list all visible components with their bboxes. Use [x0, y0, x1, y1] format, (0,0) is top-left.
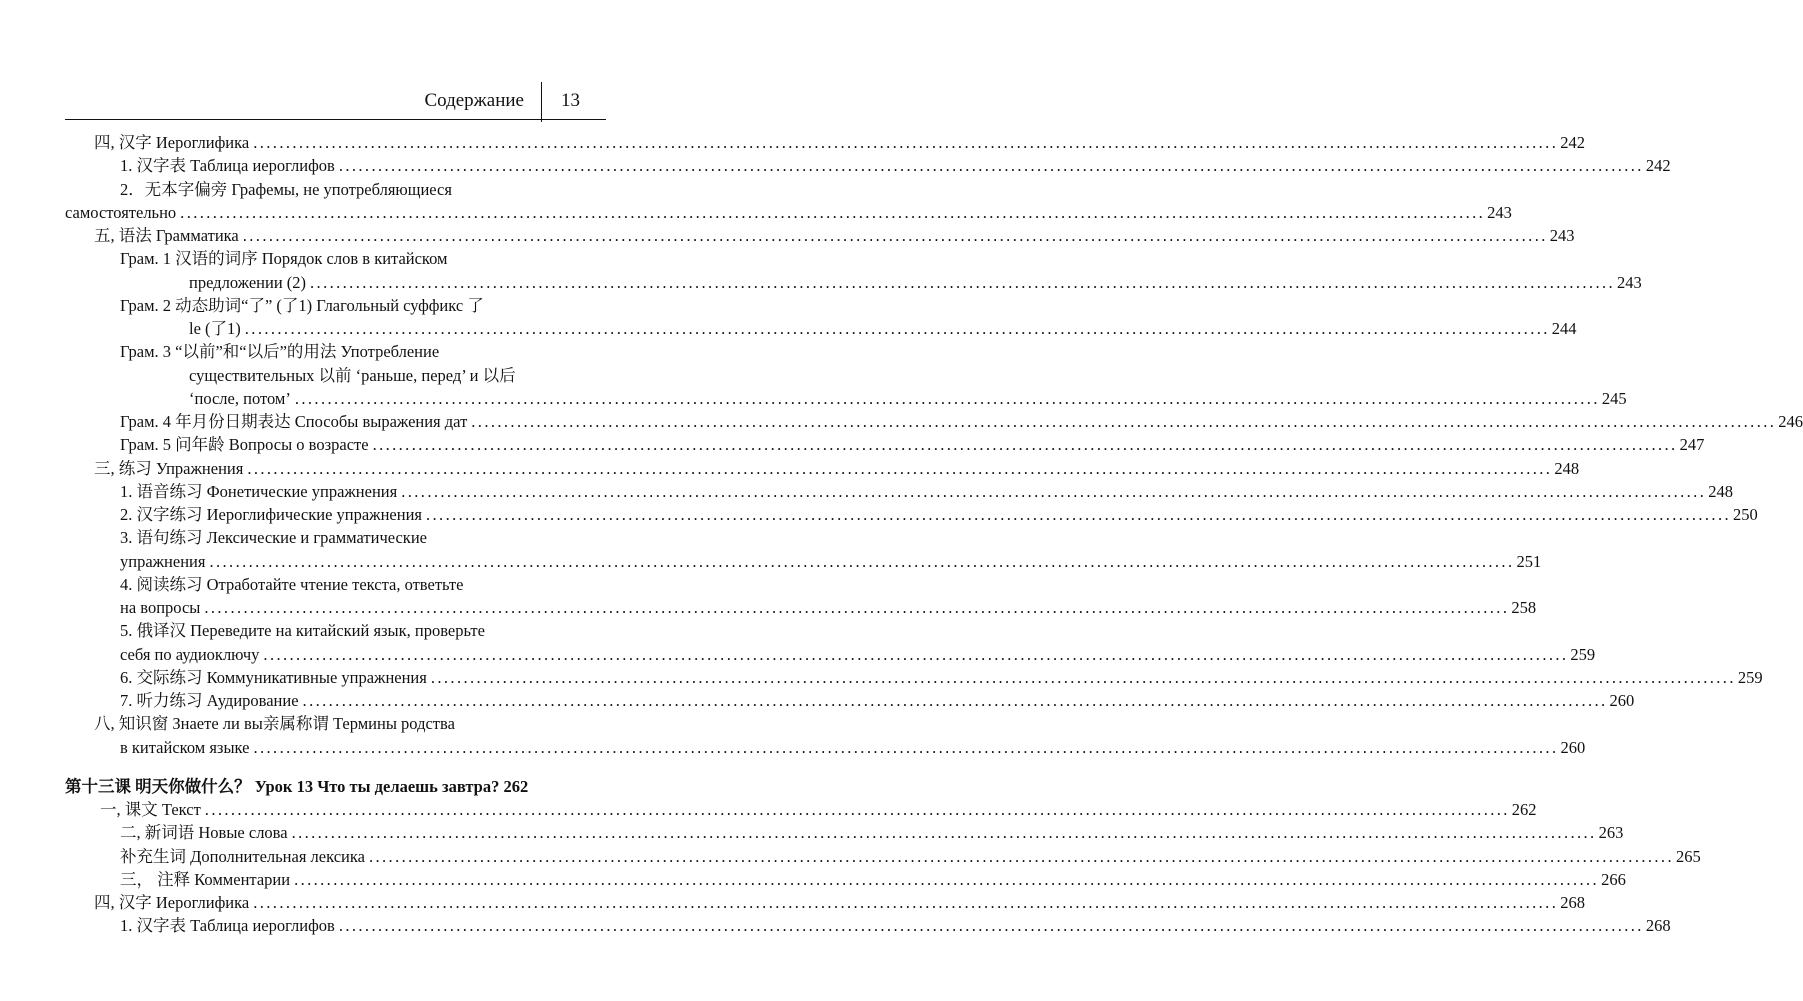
toc-page-number: 243	[1549, 226, 1575, 245]
toc-line	[0, 712, 684, 735]
toc-entry-text: Грам. 1 汉语的词序 Порядок слов в китайском	[120, 249, 448, 269]
toc-line	[0, 224, 1575, 247]
toc-page-number: 247	[1679, 435, 1705, 455]
toc-line	[0, 643, 1596, 666]
dot-leader: ........................................................................................................................................................................................................	[253, 737, 1559, 757]
toc-line	[0, 736, 1586, 759]
dot-leader: ........................................................................................................................................................................................................	[294, 388, 1600, 408]
toc-page-number: 260	[1560, 737, 1586, 757]
dot-leader: ........................................................................................................................................................................................................	[338, 916, 1644, 936]
toc-line	[0, 503, 1758, 526]
toc-entry-text: 1. 汉字表 Таблица иероглифов	[120, 916, 335, 936]
toc-page-number: 242	[1560, 133, 1585, 152]
toc-page-number: 268	[1560, 893, 1585, 912]
dot-leader: ........................................................................................................................................................................................................	[430, 667, 1736, 687]
toc-entry-text: Грам. 3 “以前”和“以后”的用法 Употребление	[120, 342, 440, 362]
toc-entry-text: 五, 语法 Грамматика	[94, 226, 239, 245]
toc-page-number: 266	[1601, 869, 1626, 889]
toc-page-number: 245	[1601, 388, 1627, 408]
dot-leader: ........................................................................................................................................................................................................	[294, 869, 1600, 889]
toc-page-number: 262	[1511, 800, 1537, 819]
toc-line	[0, 573, 684, 596]
toc-entry-text: себя по аудиоключу	[120, 644, 260, 664]
toc-entry-text: 2. 汉字练习 Иероглифические упражнения	[120, 505, 422, 524]
toc-line	[0, 178, 684, 201]
toc-line	[0, 387, 1627, 410]
toc-entry-text: 三， 注释 Комментарии	[120, 869, 291, 889]
toc-line	[0, 247, 684, 270]
toc-entry-text: существительных 以前 ‘раньше, перед’ и 以后	[189, 365, 516, 385]
toc-entry-text: ‘после, потом’	[189, 388, 291, 408]
toc-entry-text: Грам. 5 问年龄 Вопросы о возрасте	[120, 435, 369, 455]
toc-line	[0, 821, 1624, 844]
toc-page-number: 259	[1737, 667, 1763, 687]
dot-leader: ........................................................................................................................................................................................................	[471, 412, 1777, 431]
toc-line	[0, 480, 1733, 503]
toc-entry-text: 三, 练习 Упражнения	[94, 458, 244, 478]
toc-entry-text: 3. 语句练习 Лексические и грамматические	[120, 528, 427, 548]
toc-page-number: 263	[1598, 823, 1624, 843]
dot-leader: ........................................................................................................................................................................................................	[253, 893, 1559, 912]
toc-entry-text: 1. 汉字表 Таблица иероглифов	[120, 156, 335, 176]
dot-leader: ........................................................................................................................................................................................................	[372, 435, 1678, 455]
toc-line	[0, 689, 1635, 712]
toc-entry-text: 二, 新词语 Новые слова	[120, 823, 288, 843]
toc-line	[0, 914, 1671, 937]
toc-line	[0, 294, 684, 317]
toc-page-number: 248	[1708, 481, 1733, 501]
toc-page-number: 258	[1511, 598, 1537, 617]
toc-line	[0, 154, 1671, 177]
toc-entry-text: 7. 听力练习 Аудирование	[120, 691, 299, 710]
dot-leader: ........................................................................................................................................................................................................	[302, 691, 1608, 710]
toc-entry-text: 第十三课 明天你做什么？ Урок 13 Что ты делаешь завтра? 262	[65, 776, 529, 796]
toc-line	[0, 340, 684, 363]
dot-leader: ........................................................................................................................................................................................................	[247, 458, 1553, 478]
toc-page-number: 243	[1487, 202, 1512, 222]
toc-page-number: 268	[1645, 916, 1671, 936]
dot-leader: ........................................................................................................................................................................................................	[401, 481, 1707, 501]
toc-entry-text: 2．无本字偏旁 Графемы, не употребляющиеся	[120, 179, 452, 199]
toc-entry-text: 4. 阅读练习 Отработайте чтение текста, ответьте	[120, 574, 464, 594]
toc-entry-text: Грам. 2 动态助词“了” (了1) Глагольный суффикс 了	[120, 295, 484, 315]
toc-entry-text: самостоятельно	[65, 202, 177, 222]
dot-leader: ........................................................................................................................................................................................................	[209, 551, 1515, 571]
toc-line	[0, 364, 684, 387]
toc-line	[0, 317, 1577, 340]
toc-page-number: 242	[1645, 156, 1671, 176]
toc-entry-text: le (了1)	[189, 319, 241, 338]
dot-leader: ........................................................................................................................................................................................................	[244, 319, 1550, 338]
page-number: 13	[561, 90, 580, 111]
toc-entry-text: в китайском языке	[120, 737, 250, 757]
toc-entry-text: 四, 汉字 Иероглифика	[94, 133, 250, 152]
toc-line	[0, 526, 684, 549]
toc-line	[0, 201, 1512, 224]
toc-page-number: 260	[1609, 691, 1635, 710]
toc-line	[0, 619, 684, 642]
toc-line	[0, 131, 1585, 154]
toc-line	[0, 596, 1537, 619]
toc-line	[0, 271, 1642, 294]
dot-leader: ........................................................................................................................................................................................................	[253, 133, 1559, 152]
table-of-contents	[0, 131, 1803, 938]
header-separator	[541, 82, 542, 122]
toc-line	[0, 798, 1537, 821]
toc-entry-text: на вопросы	[120, 598, 201, 617]
section-gap	[0, 759, 684, 775]
header-title: Содержание	[424, 90, 524, 111]
dot-leader: ........................................................................................................................................................................................................	[180, 202, 1486, 222]
dot-leader: ........................................................................................................................................................................................................	[338, 156, 1644, 176]
toc-page-number: 243	[1617, 272, 1642, 292]
dot-leader: ........................................................................................................................................................................................................	[242, 226, 1548, 245]
toc-page-number: 246	[1778, 412, 1803, 431]
dot-leader: ........................................................................................................................................................................................................	[291, 823, 1597, 843]
toc-entry-text: 5. 俄译汉 Переведите на китайский язык, проверьте	[120, 621, 485, 641]
toc-entry-text: 四, 汉字 Иероглифика	[94, 893, 250, 912]
toc-page-number: 259	[1570, 644, 1596, 664]
toc-entry-text: 6. 交际练习 Коммуникативные упражнения	[120, 667, 427, 687]
dot-leader: ........................................................................................................................................................................................................	[204, 800, 1510, 819]
toc-entry-text: 1. 语音练习 Фонетические упражнения	[120, 481, 398, 501]
toc-page-number: 244	[1551, 319, 1577, 338]
dot-leader: ........................................................................................................................................................................................................	[368, 846, 1674, 866]
toc-entry-text: 八, 知识窗 Знаете ли вы亲属称谓 Термины родства	[94, 714, 455, 734]
running-header	[0, 82, 684, 122]
header-rule	[65, 119, 606, 120]
toc-line	[0, 868, 1626, 891]
toc-line	[0, 891, 1585, 914]
toc-page-number: 248	[1554, 458, 1580, 478]
toc-line	[0, 410, 1803, 433]
toc-entry-text: Грам. 4 年月份日期表达 Способы выражения дат	[120, 412, 468, 431]
dot-leader: ........................................................................................................................................................................................................	[310, 272, 1616, 292]
toc-line	[0, 845, 1701, 868]
toc-entry-text: упражнения	[120, 551, 206, 571]
toc-line	[0, 433, 1705, 456]
toc-entry-text: 一, 课文 Текст	[100, 800, 201, 819]
toc-chapter-heading	[0, 775, 684, 798]
toc-line	[0, 666, 1763, 689]
toc-line	[0, 457, 1580, 480]
toc-page-number: 250	[1733, 505, 1758, 524]
toc-line	[0, 550, 1542, 573]
toc-entry-text: предложении (2)	[189, 272, 307, 292]
toc-entry-text: 补充生词 Дополнительная лексика	[120, 846, 365, 866]
dot-leader: ........................................................................................................................................................................................................	[263, 644, 1569, 664]
dot-leader: ........................................................................................................................................................................................................	[426, 505, 1731, 524]
dot-leader: ........................................................................................................................................................................................................	[204, 598, 1510, 617]
toc-page-number: 265	[1675, 846, 1701, 866]
toc-page-number: 251	[1516, 551, 1542, 571]
